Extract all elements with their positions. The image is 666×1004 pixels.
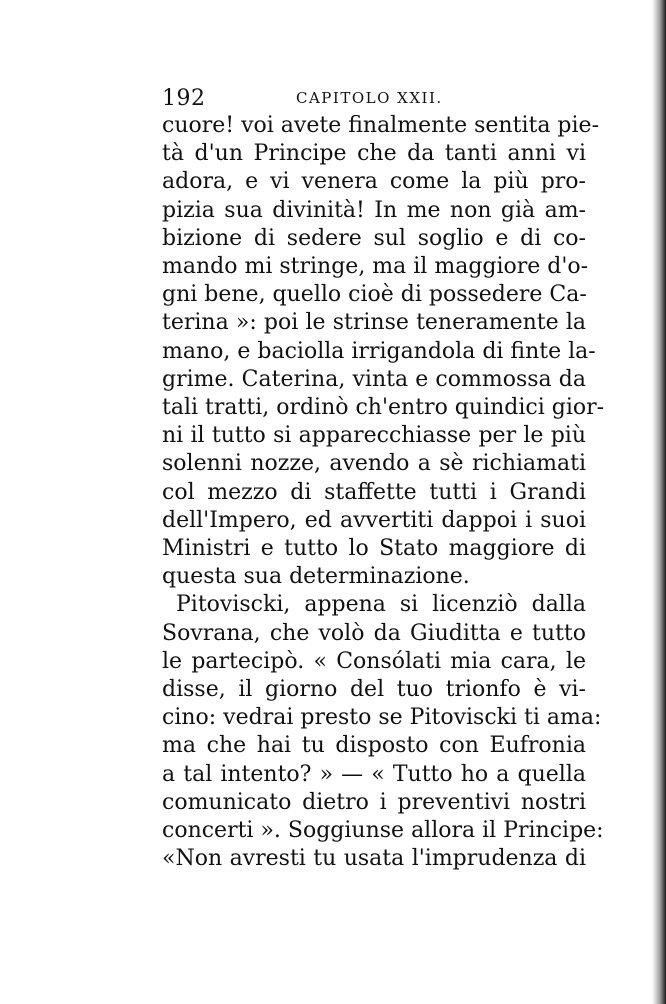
text-line: tali tratti, ordinò ch'entro quindici gior- [162,395,605,421]
text-line: disse, il giorno del tuo trionfo è vi- [162,677,586,703]
page-header [162,86,582,114]
text-line: Ministri e tutto lo Stato maggiore di [162,536,586,562]
text-line: «Non avresti tu usata l'imprudenza di [162,846,586,872]
text-line: solenni nozze, avendo a sè richiamati [162,451,586,477]
text-line: ma che hai tu disposto con Eufronia [162,733,586,759]
text-line: pizia sua divinità! In me non già am- [162,197,586,223]
text-line: mano, e baciolla irrigandola di finte la- [162,338,596,364]
text-line: terina »: poi le strinse teneramente la [162,310,586,336]
text-line: tà d'un Principe che da tanti anni vi [162,141,586,167]
text-line: col mezzo di staffette tutti i Grandi [162,479,586,505]
text-line: cino: vedrai presto se Pitoviscki ti ama: [162,705,602,731]
paragraph-start-line: Pitoviscki, appena si licenziò dalla [176,592,586,618]
text-line: grime. Caterina, vinta e commossa da [162,366,586,392]
paragraph-end-line: questa sua determinazione. [162,564,470,590]
text-line: concerti ». Soggiunse allora il Principe: [162,818,604,844]
running-title: CAPITOLO XXII. [296,89,443,107]
text-line: le partecipò. « Consólati mia cara, le [162,648,586,674]
text-line: bizione di sedere sul soglio e di co- [162,225,586,251]
text-line: mando mi stringe, ma il maggiore d'o- [162,254,589,280]
text-line: Sovrana, che volò da Giuditta e tutto [162,620,586,646]
text-line: a tal intento? » — « Tutto ho a quella [162,761,586,787]
text-line: ni il tutto si apparecchiasse per le più [162,423,586,449]
text-line: adora, e vi venera come la più pro- [162,169,586,195]
text-line: comunicato dietro i preventivi nostri [162,789,586,815]
page-edge-shadow [652,0,666,1004]
text-line: gni bene, quello cioè di possedere Ca- [162,282,587,308]
body-text [162,112,605,873]
text-line: cuore! voi avete finalmente sentita pie- [162,113,600,138]
page-number: 192 [162,86,206,111]
text-line: dell'Impero, ed avvertiti dappoi i suoi [162,507,586,533]
